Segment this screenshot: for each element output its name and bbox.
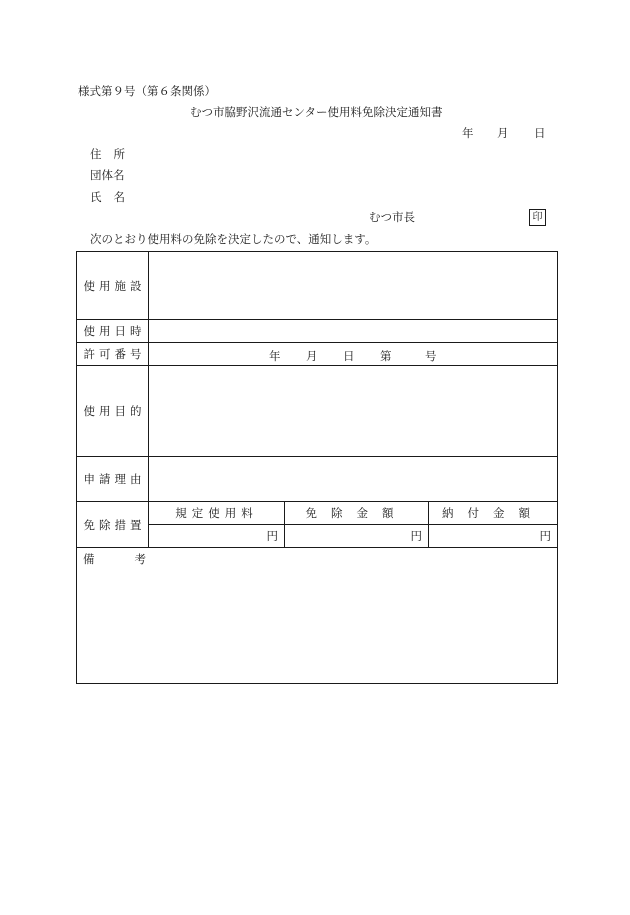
row-datetime (77, 320, 558, 343)
purpose-label: 使用目的 (77, 366, 149, 457)
exempt-header: 免除金額 (285, 502, 429, 525)
yen-unit-1: 円 (266, 529, 278, 543)
exemption-form-table (76, 251, 558, 684)
facility-label: 使用施設 (77, 252, 149, 320)
reason-label: 申請理由 (77, 457, 149, 502)
permit-no: 第 (380, 349, 392, 363)
name-label: 氏名 (90, 190, 137, 204)
issuer-mayor: むつ市長 (369, 210, 415, 224)
row-purpose (77, 366, 558, 457)
remarks-field[interactable] (77, 548, 558, 684)
row-reason (77, 457, 558, 502)
permit-year: 年 (269, 349, 281, 363)
remarks-label-2: 考 (134, 552, 146, 566)
yen-unit-3: 円 (539, 529, 552, 543)
row-exemption-headers (77, 502, 558, 525)
row-facility (77, 252, 558, 320)
organization-label: 団体名 (90, 168, 125, 182)
reason-field[interactable] (149, 457, 558, 502)
document-title: むつ市脇野沢流通センター使用料免除決定通知書 (190, 105, 443, 119)
purpose-field[interactable] (149, 366, 558, 457)
permit-day: 日 (343, 349, 355, 363)
exemption-label: 免除措置 (77, 502, 149, 548)
intro-text: 次のとおり使用料の免除を決定したので、通知します。 (90, 232, 377, 246)
address-label: 住所 (90, 147, 137, 161)
date-month-label: 月 (497, 126, 509, 140)
payment-amount-field[interactable] (429, 525, 558, 548)
row-exemption-amounts (77, 525, 558, 548)
datetime-field[interactable] (149, 320, 558, 343)
form-number: 様式第９号（第６条関係） (78, 84, 216, 98)
permit-field[interactable] (149, 343, 558, 366)
fee-amount-field[interactable] (149, 525, 285, 548)
date-year-label: 年 (462, 126, 474, 140)
exempt-amount-field[interactable] (285, 525, 429, 548)
permit-label: 許可番号 (77, 343, 149, 366)
row-permit (77, 343, 558, 366)
datetime-label: 使用日時 (77, 320, 149, 343)
date-day-label: 日 (534, 126, 546, 140)
permit-month: 月 (306, 349, 318, 363)
remarks-label-1: 備 (83, 552, 95, 566)
payment-header: 納付金額 (429, 502, 558, 525)
permit-suffix: 号 (425, 349, 437, 363)
fee-header: 規定使用料 (149, 502, 285, 525)
yen-unit-2: 円 (410, 529, 422, 543)
facility-field[interactable] (149, 252, 558, 320)
row-remarks (77, 548, 558, 684)
seal-mark: 印 (529, 209, 546, 226)
